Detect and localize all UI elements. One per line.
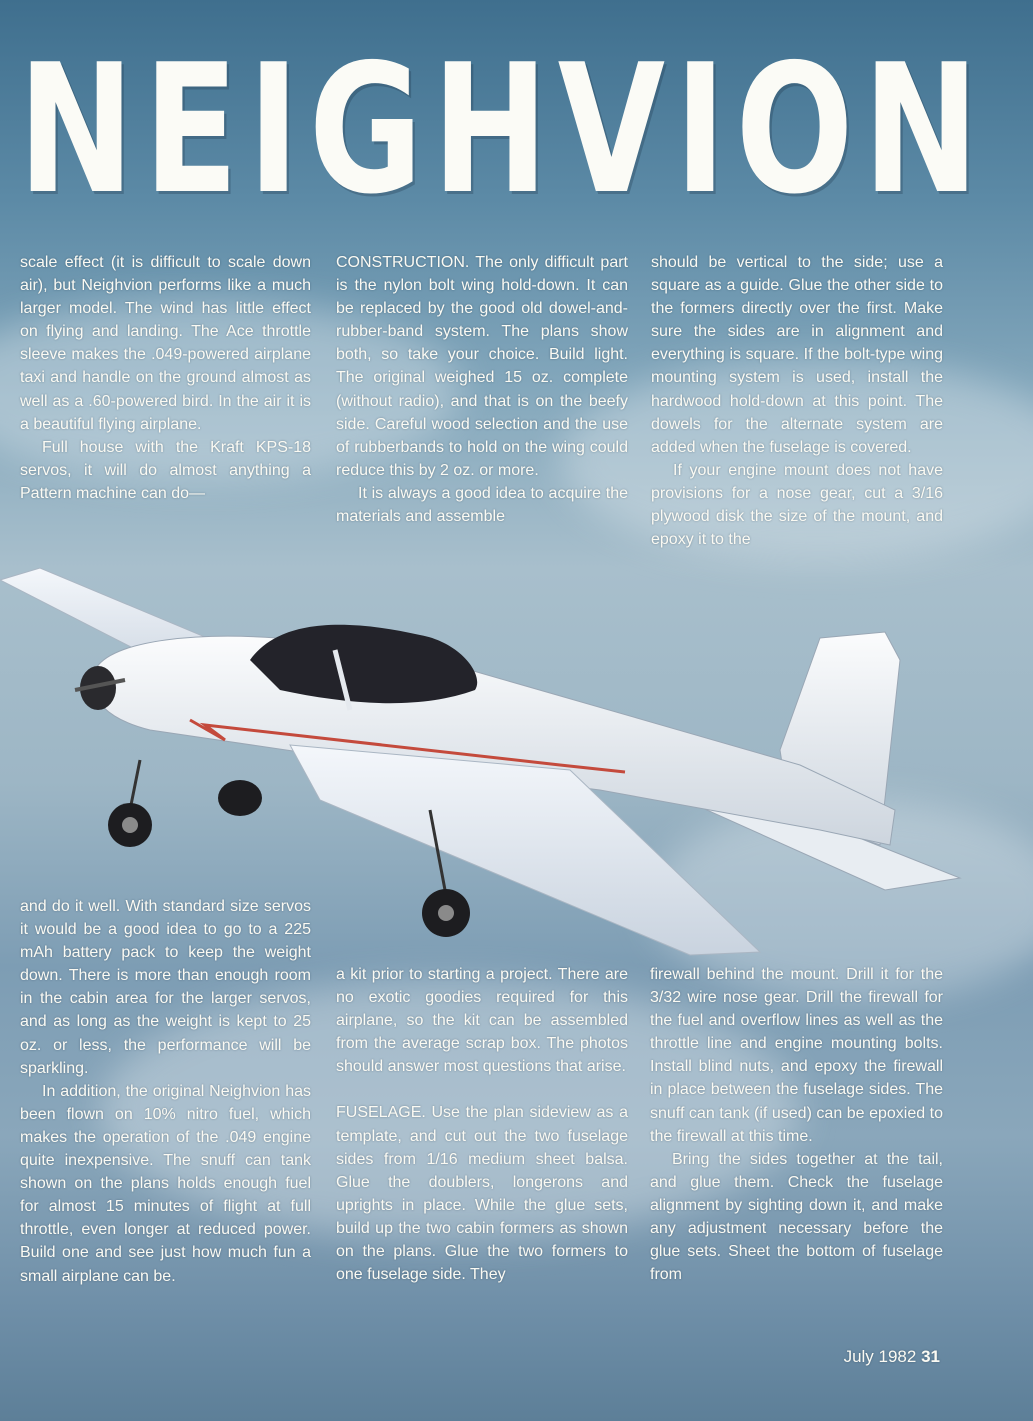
- issue-date: July 1982: [843, 1347, 917, 1366]
- paragraph: a kit prior to starting a project. There are no exotic goodies required for this airplane, so the kit can be assembled from the average scrap box. The photos should answer most questions that arise.: [336, 966, 628, 1076]
- article-title: NEIGHVION: [18, 26, 989, 233]
- paragraph: FUSELAGE. Use the plan sideview as a template, and cut out the two fuselage sides from 1/16 medium sheet balsa. Glue the doublers, longerons and uprights in place. While the glue sets, build up the two cabin formers as shown on the plans. Glue the two formers to one fuselage side. They: [336, 1104, 628, 1284]
- paragraph: It is always a good idea to acquire the materials and assemble: [336, 484, 628, 526]
- column-2-bottom: [336, 963, 628, 1286]
- paragraph: Full house with the Kraft KPS-18 servos, it will do almost anything a Pattern machine can do—: [20, 438, 311, 502]
- column-3-top: [651, 251, 943, 551]
- paragraph: Bring the sides together at the tail, and glue them. Check the fuselage alignment by sighting down it, and make any adjustment necessary before the glue sets. Sheet the bottom of fuselage from: [650, 1150, 943, 1284]
- paragraph: and do it well. With standard size servos it would be a good idea to go to a 225 mAh battery pack to keep the weight down. There is more than enough room in the cabin area for the larger servos, and as long as the weight is kept to 25 oz. or less, the performance will be sparkling.: [20, 898, 311, 1077]
- paragraph: scale effect (it is difficult to scale down air), but Neighvion performs like a much larger model. The wind has little effect on flying and landing. The Ace throttle sleeve makes the .049-powered airplane taxi and handle on the ground almost as well as a .60-powered bird. In the air it is a beautiful flying airplane.: [20, 254, 311, 433]
- column-3-bottom: [650, 963, 943, 1286]
- paragraph: If your engine mount does not have provisions for a nose gear, cut a 3/16 plywood disk the size of the mount, and epoxy it to the: [651, 461, 943, 549]
- column-2-top: [336, 251, 628, 528]
- column-1-top: [20, 251, 311, 505]
- page-footer: [844, 1347, 940, 1367]
- paragraph: firewall behind the mount. Drill it for the 3/32 wire nose gear. Drill the firewall for the fuel and overflow lines as well as the throttle line and engine mounting bolts. Install blind nuts, and epoxy the firewall in place between the fuselage sides. The snuff can tank (if used) can be epoxied to the firewall at this time.: [650, 966, 943, 1145]
- paragraph: should be vertical to the side; use a square as a guide. Glue the other side to the formers directly over the first. Make sure the sides are in alignment and everything is square. If the bolt-type wing mounting system is used, install the hardwood hold-down at this point. The dowels for the alternate system are added when the fuselage is covered.: [651, 254, 943, 456]
- column-1-bottom: [20, 895, 311, 1288]
- paragraph: CONSTRUCTION. The only difficult part is the nylon bolt wing hold-down. It can be replaced by the good old dowel-and-rubber-band system. The plans show both, so take your choice. Build light. The original weighed 15 oz. complete (without radio), and that is on the beefy side. Careful wood selection and the use of rubberbands to hold on the wing could reduce this by 2 oz. or more.: [336, 254, 628, 479]
- paragraph: In addition, the original Neighvion has been flown on 10% nitro fuel, which makes the operation of the .049 engine quite inexpensive. The snuff can tank shown on the plans holds enough fuel for almost 15 minutes of flight at full throttle, even longer at reduced power. Build one and see just how much fun a small airplane can be.: [20, 1082, 311, 1285]
- page-number: 31: [921, 1347, 940, 1366]
